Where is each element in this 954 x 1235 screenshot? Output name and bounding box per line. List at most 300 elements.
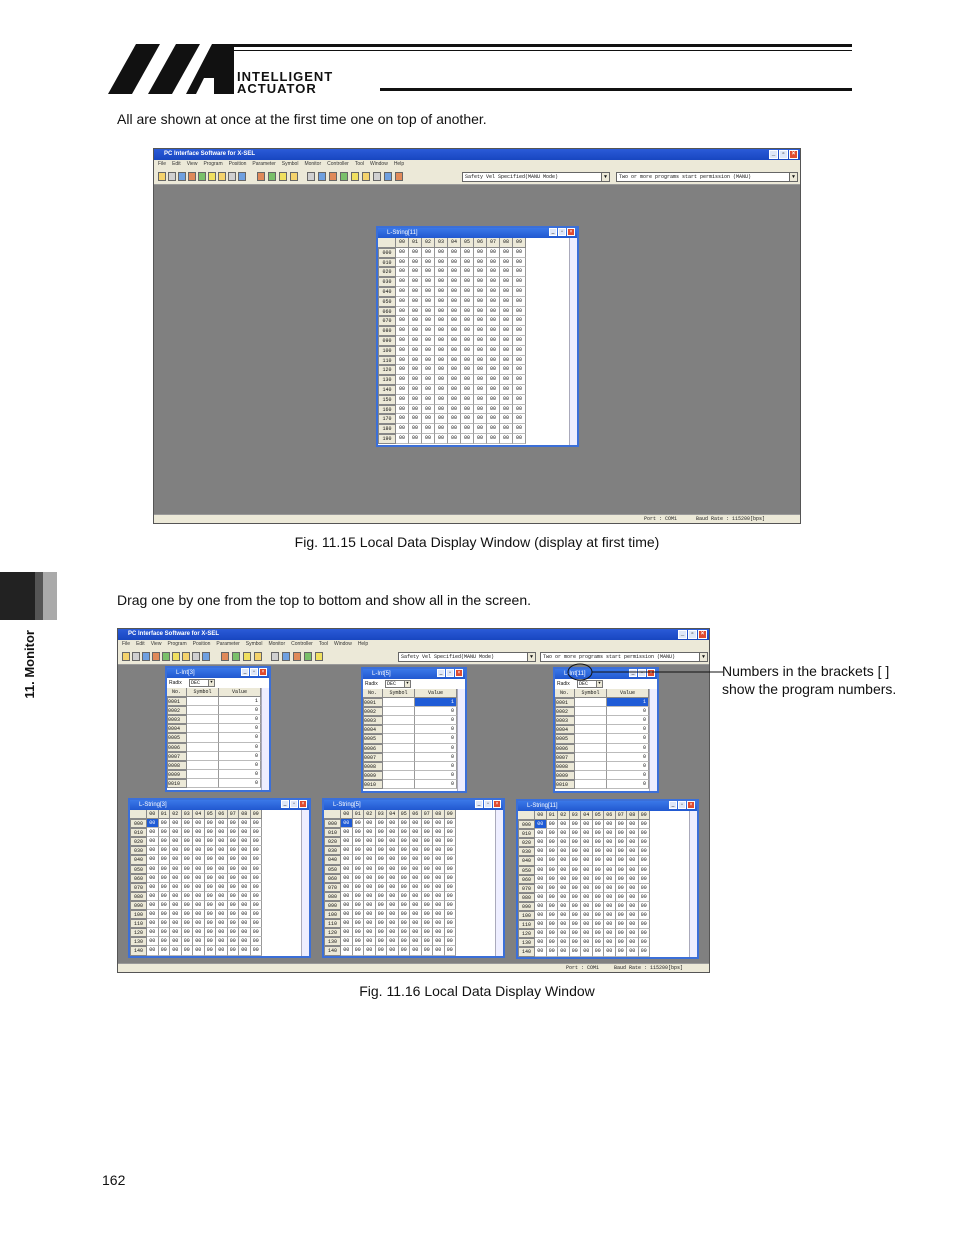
table-cell[interactable]: 00 [616, 829, 628, 838]
menu-item[interactable]: Edit [136, 641, 145, 647]
symbol-cell[interactable] [187, 697, 219, 706]
table-cell[interactable]: 00 [445, 883, 457, 892]
table-cell[interactable]: 00 [487, 307, 500, 317]
table-cell[interactable]: 00 [500, 326, 513, 336]
table-cell[interactable]: 00 [513, 395, 526, 405]
table-cell[interactable]: 00 [193, 937, 205, 946]
table-cell[interactable]: 00 [435, 434, 448, 444]
table-cell[interactable]: 00 [487, 287, 500, 297]
table-cell[interactable]: 00 [513, 424, 526, 434]
symbol-cell[interactable] [187, 724, 219, 733]
start-permission-combo[interactable]: Two or more programs start permission (MANU) ▼ [540, 652, 708, 662]
table-cell[interactable]: 00 [433, 892, 445, 901]
table-cell[interactable]: 00 [433, 819, 445, 828]
table-cell[interactable]: 00 [433, 937, 445, 946]
table-cell[interactable]: 00 [616, 838, 628, 847]
table-cell[interactable]: 00 [193, 910, 205, 919]
table-cell[interactable]: 00 [558, 847, 570, 856]
table-cell[interactable]: 00 [604, 866, 616, 875]
table-cell[interactable]: 00 [570, 884, 582, 893]
table-cell[interactable]: 00 [593, 902, 605, 911]
menu-item[interactable]: File [122, 641, 131, 647]
table-cell[interactable]: 00 [409, 434, 422, 444]
toolbar-button-icon[interactable] [279, 172, 287, 181]
table-cell[interactable]: 00 [216, 946, 228, 955]
symbol-cell[interactable] [187, 752, 219, 761]
table-cell[interactable]: 00 [570, 838, 582, 847]
table-cell[interactable]: 00 [399, 837, 411, 846]
table-cell[interactable]: 00 [239, 874, 251, 883]
table-cell[interactable]: 00 [535, 847, 547, 856]
table-cell[interactable]: 00 [422, 865, 434, 874]
table-cell[interactable]: 00 [435, 395, 448, 405]
table-cell[interactable]: 00 [448, 277, 461, 287]
table-cell[interactable]: 00 [445, 928, 457, 937]
table-cell[interactable]: 00 [353, 919, 365, 928]
vertical-scrollbar[interactable] [689, 811, 697, 957]
table-cell[interactable]: 00 [409, 424, 422, 434]
vertical-scrollbar[interactable] [495, 810, 503, 956]
table-cell[interactable]: 00 [409, 365, 422, 375]
toolbar-button-icon[interactable] [142, 652, 150, 661]
table-cell[interactable]: 00 [364, 855, 376, 864]
table-cell[interactable]: 00 [387, 846, 399, 855]
table-cell[interactable]: 00 [448, 346, 461, 356]
table-cell[interactable]: 00 [500, 287, 513, 297]
table-cell[interactable]: 00 [147, 819, 159, 828]
restore-icon[interactable]: ▫ [250, 668, 258, 676]
toolbar-button-icon[interactable] [122, 652, 130, 661]
table-cell[interactable]: 00 [513, 267, 526, 277]
table-cell[interactable]: 00 [500, 375, 513, 385]
table-cell[interactable]: 00 [147, 919, 159, 928]
table-cell[interactable]: 00 [474, 434, 487, 444]
menu-item[interactable]: Controller [327, 161, 349, 167]
restore-icon[interactable]: ▫ [558, 228, 566, 236]
close-icon[interactable]: × [687, 801, 695, 809]
table-cell[interactable]: 00 [558, 920, 570, 929]
table-cell[interactable]: 00 [487, 385, 500, 395]
toolbar-button-icon[interactable] [257, 172, 265, 181]
table-cell[interactable]: 00 [500, 267, 513, 277]
table-cell[interactable]: 00 [147, 910, 159, 919]
table-cell[interactable]: 00 [593, 920, 605, 929]
table-cell[interactable]: 00 [639, 947, 651, 956]
table-cell[interactable]: 00 [147, 828, 159, 837]
table-cell[interactable]: 00 [448, 405, 461, 415]
table-cell[interactable]: 00 [500, 424, 513, 434]
table-cell[interactable]: 00 [487, 277, 500, 287]
toolbar-button-icon[interactable] [290, 172, 298, 181]
chevron-down-icon[interactable]: ▼ [601, 173, 609, 181]
table-cell[interactable]: 00 [251, 874, 263, 883]
table-cell[interactable]: 00 [364, 837, 376, 846]
symbol-cell[interactable] [187, 770, 219, 779]
table-cell[interactable]: 00 [487, 434, 500, 444]
table-cell[interactable]: 00 [410, 892, 422, 901]
table-cell[interactable]: 00 [616, 893, 628, 902]
restore-icon[interactable]: ▫ [446, 669, 454, 677]
table-cell[interactable]: 00 [364, 937, 376, 946]
value-cell[interactable]: 0 [607, 753, 649, 762]
table-cell[interactable]: 00 [535, 929, 547, 938]
table-cell[interactable]: 00 [364, 828, 376, 837]
table-cell[interactable]: 00 [570, 820, 582, 829]
table-cell[interactable]: 00 [399, 928, 411, 937]
symbol-cell[interactable] [383, 780, 415, 789]
table-cell[interactable]: 00 [639, 847, 651, 856]
table-cell[interactable]: 00 [193, 901, 205, 910]
table-cell[interactable]: 00 [422, 356, 435, 366]
child-titlebar[interactable] [324, 800, 503, 810]
table-cell[interactable]: 00 [239, 919, 251, 928]
table-cell[interactable]: 00 [205, 846, 217, 855]
table-cell[interactable]: 00 [387, 883, 399, 892]
table-cell[interactable]: 00 [535, 856, 547, 865]
table-cell[interactable]: 00 [159, 910, 171, 919]
toolbar-button-icon[interactable] [188, 172, 196, 181]
table-cell[interactable]: 00 [593, 947, 605, 956]
table-cell[interactable]: 00 [396, 356, 409, 366]
close-icon[interactable]: × [455, 669, 463, 677]
table-cell[interactable]: 00 [616, 866, 628, 875]
table-cell[interactable]: 00 [639, 938, 651, 947]
table-cell[interactable]: 00 [410, 901, 422, 910]
table-cell[interactable]: 00 [399, 937, 411, 946]
table-cell[interactable]: 00 [448, 326, 461, 336]
minimize-icon[interactable]: _ [669, 801, 677, 809]
toolbar-button-icon[interactable] [172, 652, 180, 661]
table-cell[interactable]: 00 [422, 919, 434, 928]
table-cell[interactable]: 00 [410, 855, 422, 864]
table-cell[interactable]: 00 [422, 855, 434, 864]
toolbar-button-icon[interactable] [271, 652, 279, 661]
table-cell[interactable]: 00 [353, 892, 365, 901]
value-cell[interactable]: 0 [607, 771, 649, 780]
table-cell[interactable]: 00 [147, 846, 159, 855]
symbol-cell[interactable] [575, 725, 607, 734]
table-cell[interactable]: 00 [251, 901, 263, 910]
table-cell[interactable]: 00 [170, 883, 182, 892]
table-cell[interactable]: 00 [581, 929, 593, 938]
table-cell[interactable]: 00 [474, 385, 487, 395]
table-cell[interactable]: 00 [239, 946, 251, 955]
table-cell[interactable]: 00 [147, 946, 159, 955]
table-cell[interactable]: 00 [581, 902, 593, 911]
table-cell[interactable]: 00 [205, 883, 217, 892]
table-cell[interactable]: 00 [487, 316, 500, 326]
table-cell[interactable]: 00 [445, 855, 457, 864]
table-cell[interactable]: 00 [581, 856, 593, 865]
table-cell[interactable]: 00 [396, 385, 409, 395]
table-cell[interactable]: 00 [422, 874, 434, 883]
table-cell[interactable]: 00 [435, 405, 448, 415]
close-icon[interactable]: × [259, 668, 267, 676]
table-cell[interactable]: 00 [353, 910, 365, 919]
table-cell[interactable]: 00 [616, 820, 628, 829]
symbol-cell[interactable] [575, 744, 607, 753]
table-cell[interactable]: 00 [396, 346, 409, 356]
table-cell[interactable]: 00 [239, 901, 251, 910]
table-cell[interactable]: 00 [500, 414, 513, 424]
radix-combo[interactable] [385, 680, 411, 688]
table-cell[interactable]: 00 [410, 828, 422, 837]
l-int-window-11[interactable] [553, 667, 659, 793]
table-cell[interactable]: 00 [396, 365, 409, 375]
table-cell[interactable]: 00 [251, 883, 263, 892]
table-cell[interactable]: 00 [147, 901, 159, 910]
table-cell[interactable]: 00 [376, 901, 388, 910]
l-string-window-5[interactable] [322, 798, 505, 958]
table-cell[interactable]: 00 [205, 928, 217, 937]
table-cell[interactable]: 00 [251, 946, 263, 955]
table-cell[interactable]: 00 [627, 829, 639, 838]
table-cell[interactable]: 00 [474, 316, 487, 326]
table-cell[interactable]: 00 [547, 929, 559, 938]
table-cell[interactable]: 00 [435, 424, 448, 434]
restore-icon[interactable]: ▫ [638, 669, 646, 677]
child-titlebar[interactable] [167, 668, 269, 678]
table-cell[interactable]: 00 [387, 837, 399, 846]
table-cell[interactable]: 00 [500, 385, 513, 395]
value-cell[interactable]: 0 [607, 734, 649, 743]
table-cell[interactable]: 00 [159, 855, 171, 864]
table-cell[interactable]: 00 [627, 884, 639, 893]
table-cell[interactable]: 00 [422, 277, 435, 287]
table-cell[interactable]: 00 [581, 838, 593, 847]
table-cell[interactable]: 00 [422, 395, 435, 405]
table-cell[interactable]: 00 [396, 277, 409, 287]
table-cell[interactable]: 00 [251, 928, 263, 937]
table-cell[interactable]: 00 [193, 892, 205, 901]
value-cell[interactable]: 0 [219, 770, 261, 779]
table-cell[interactable]: 00 [487, 258, 500, 268]
table-cell[interactable]: 00 [422, 828, 434, 837]
table-cell[interactable]: 00 [500, 405, 513, 415]
table-cell[interactable]: 00 [487, 297, 500, 307]
table-cell[interactable]: 00 [627, 820, 639, 829]
child-titlebar[interactable] [363, 669, 465, 679]
symbol-cell[interactable] [383, 744, 415, 753]
table-cell[interactable]: 00 [448, 365, 461, 375]
table-cell[interactable]: 00 [422, 385, 435, 395]
close-icon[interactable]: × [647, 669, 655, 677]
table-cell[interactable]: 00 [341, 846, 353, 855]
table-cell[interactable]: 00 [409, 385, 422, 395]
table-cell[interactable]: 00 [535, 902, 547, 911]
table-cell[interactable]: 00 [193, 874, 205, 883]
table-cell[interactable]: 00 [535, 947, 547, 956]
l-string-window-11[interactable] [516, 799, 699, 959]
table-cell[interactable]: 00 [422, 837, 434, 846]
table-cell[interactable]: 00 [159, 865, 171, 874]
table-cell[interactable]: 00 [461, 326, 474, 336]
table-cell[interactable]: 00 [239, 837, 251, 846]
table-cell[interactable]: 00 [422, 937, 434, 946]
table-cell[interactable]: 00 [445, 828, 457, 837]
table-cell[interactable]: 00 [448, 414, 461, 424]
table-cell[interactable]: 00 [170, 892, 182, 901]
table-cell[interactable]: 00 [513, 356, 526, 366]
table-cell[interactable]: 00 [422, 892, 434, 901]
table-cell[interactable]: 00 [353, 828, 365, 837]
table-cell[interactable]: 00 [422, 405, 435, 415]
table-cell[interactable]: 00 [474, 307, 487, 317]
menu-item[interactable]: Position [228, 161, 247, 167]
table-cell[interactable]: 00 [205, 892, 217, 901]
table-cell[interactable]: 00 [581, 829, 593, 838]
table-cell[interactable]: 00 [376, 892, 388, 901]
table-cell[interactable]: 00 [547, 838, 559, 847]
table-cell[interactable]: 00 [182, 910, 194, 919]
value-cell[interactable]: 0 [415, 716, 457, 725]
table-cell[interactable]: 00 [616, 929, 628, 938]
table-cell[interactable]: 00 [228, 946, 240, 955]
table-cell[interactable]: 00 [593, 856, 605, 865]
table-cell[interactable]: 00 [513, 365, 526, 375]
table-cell[interactable]: 00 [387, 892, 399, 901]
table-cell[interactable]: 00 [147, 937, 159, 946]
table-cell[interactable]: 00 [205, 946, 217, 955]
table-cell[interactable]: 00 [216, 928, 228, 937]
table-cell[interactable]: 00 [376, 874, 388, 883]
table-cell[interactable]: 00 [159, 828, 171, 837]
table-cell[interactable]: 00 [396, 424, 409, 434]
table-cell[interactable]: 00 [387, 865, 399, 874]
table-cell[interactable]: 00 [422, 928, 434, 937]
table-cell[interactable]: 00 [251, 919, 263, 928]
table-cell[interactable]: 00 [239, 855, 251, 864]
table-cell[interactable]: 00 [474, 405, 487, 415]
table-cell[interactable]: 00 [399, 819, 411, 828]
table-cell[interactable]: 00 [193, 855, 205, 864]
table-cell[interactable]: 00 [205, 855, 217, 864]
table-cell[interactable]: 00 [535, 838, 547, 847]
table-cell[interactable]: 00 [216, 819, 228, 828]
table-cell[interactable]: 00 [570, 911, 582, 920]
table-cell[interactable]: 00 [581, 947, 593, 956]
table-cell[interactable]: 00 [570, 947, 582, 956]
vertical-scrollbar[interactable] [649, 689, 657, 791]
table-cell[interactable]: 00 [558, 884, 570, 893]
table-cell[interactable]: 00 [616, 856, 628, 865]
table-cell[interactable]: 00 [409, 326, 422, 336]
table-cell[interactable]: 00 [364, 846, 376, 855]
table-cell[interactable]: 00 [547, 856, 559, 865]
restore-icon[interactable]: ▫ [688, 630, 697, 639]
toolbar-button-icon[interactable] [238, 172, 246, 181]
table-cell[interactable]: 00 [205, 919, 217, 928]
table-cell[interactable]: 00 [500, 434, 513, 444]
table-cell[interactable]: 00 [159, 946, 171, 955]
table-cell[interactable]: 00 [639, 866, 651, 875]
table-cell[interactable]: 00 [159, 892, 171, 901]
symbol-cell[interactable] [575, 716, 607, 725]
table-cell[interactable]: 00 [500, 258, 513, 268]
table-cell[interactable]: 00 [433, 865, 445, 874]
table-cell[interactable]: 00 [448, 297, 461, 307]
table-cell[interactable]: 00 [182, 846, 194, 855]
table-cell[interactable]: 00 [461, 336, 474, 346]
int-grid[interactable] [363, 689, 457, 789]
table-cell[interactable]: 00 [193, 819, 205, 828]
table-cell[interactable]: 00 [387, 928, 399, 937]
table-cell[interactable]: 00 [159, 874, 171, 883]
table-cell[interactable]: 00 [487, 346, 500, 356]
vertical-scrollbar[interactable] [569, 238, 577, 445]
menu-item[interactable]: View [186, 161, 198, 167]
table-cell[interactable]: 00 [147, 892, 159, 901]
symbol-cell[interactable] [575, 771, 607, 780]
table-cell[interactable]: 00 [448, 307, 461, 317]
table-cell[interactable]: 00 [570, 875, 582, 884]
table-cell[interactable]: 00 [604, 947, 616, 956]
table-cell[interactable]: 00 [422, 267, 435, 277]
table-cell[interactable]: 00 [445, 937, 457, 946]
table-cell[interactable]: 00 [353, 837, 365, 846]
value-cell[interactable]: 0 [607, 762, 649, 771]
table-cell[interactable]: 00 [182, 865, 194, 874]
table-cell[interactable]: 00 [639, 893, 651, 902]
minimize-icon[interactable]: _ [769, 150, 778, 159]
table-cell[interactable]: 00 [558, 929, 570, 938]
table-cell[interactable]: 00 [558, 893, 570, 902]
toolbar-button-icon[interactable] [162, 652, 170, 661]
table-cell[interactable]: 00 [239, 819, 251, 828]
table-cell[interactable]: 00 [422, 336, 435, 346]
table-cell[interactable]: 00 [433, 828, 445, 837]
table-cell[interactable]: 00 [399, 865, 411, 874]
table-cell[interactable]: 00 [445, 846, 457, 855]
table-cell[interactable]: 00 [448, 287, 461, 297]
table-cell[interactable]: 00 [410, 937, 422, 946]
table-cell[interactable]: 00 [435, 385, 448, 395]
table-cell[interactable]: 00 [570, 920, 582, 929]
value-cell[interactable]: 0 [607, 725, 649, 734]
symbol-cell[interactable] [575, 780, 607, 789]
table-cell[interactable]: 00 [500, 307, 513, 317]
table-cell[interactable]: 00 [410, 910, 422, 919]
value-cell[interactable]: 0 [607, 780, 649, 789]
table-cell[interactable]: 00 [570, 866, 582, 875]
table-cell[interactable]: 00 [448, 385, 461, 395]
vertical-scrollbar[interactable] [457, 689, 465, 791]
table-cell[interactable]: 00 [216, 855, 228, 864]
table-cell[interactable]: 00 [604, 929, 616, 938]
table-cell[interactable]: 00 [448, 375, 461, 385]
minimize-icon[interactable]: _ [475, 800, 483, 808]
table-cell[interactable]: 00 [205, 937, 217, 946]
table-cell[interactable]: 00 [422, 346, 435, 356]
table-cell[interactable]: 00 [627, 866, 639, 875]
table-cell[interactable]: 00 [627, 856, 639, 865]
table-cell[interactable]: 00 [433, 883, 445, 892]
table-cell[interactable]: 00 [604, 884, 616, 893]
table-cell[interactable]: 00 [535, 911, 547, 920]
table-cell[interactable]: 00 [364, 874, 376, 883]
menu-item[interactable]: Parameter [216, 641, 240, 647]
table-cell[interactable]: 00 [474, 277, 487, 287]
table-cell[interactable]: 00 [513, 316, 526, 326]
toolbar-button-icon[interactable] [243, 652, 251, 661]
toolbar-button-icon[interactable] [351, 172, 359, 181]
table-cell[interactable]: 00 [239, 828, 251, 837]
table-cell[interactable]: 00 [409, 405, 422, 415]
table-cell[interactable]: 00 [170, 837, 182, 846]
table-cell[interactable]: 00 [435, 356, 448, 366]
table-cell[interactable]: 00 [581, 884, 593, 893]
table-cell[interactable]: 00 [547, 884, 559, 893]
